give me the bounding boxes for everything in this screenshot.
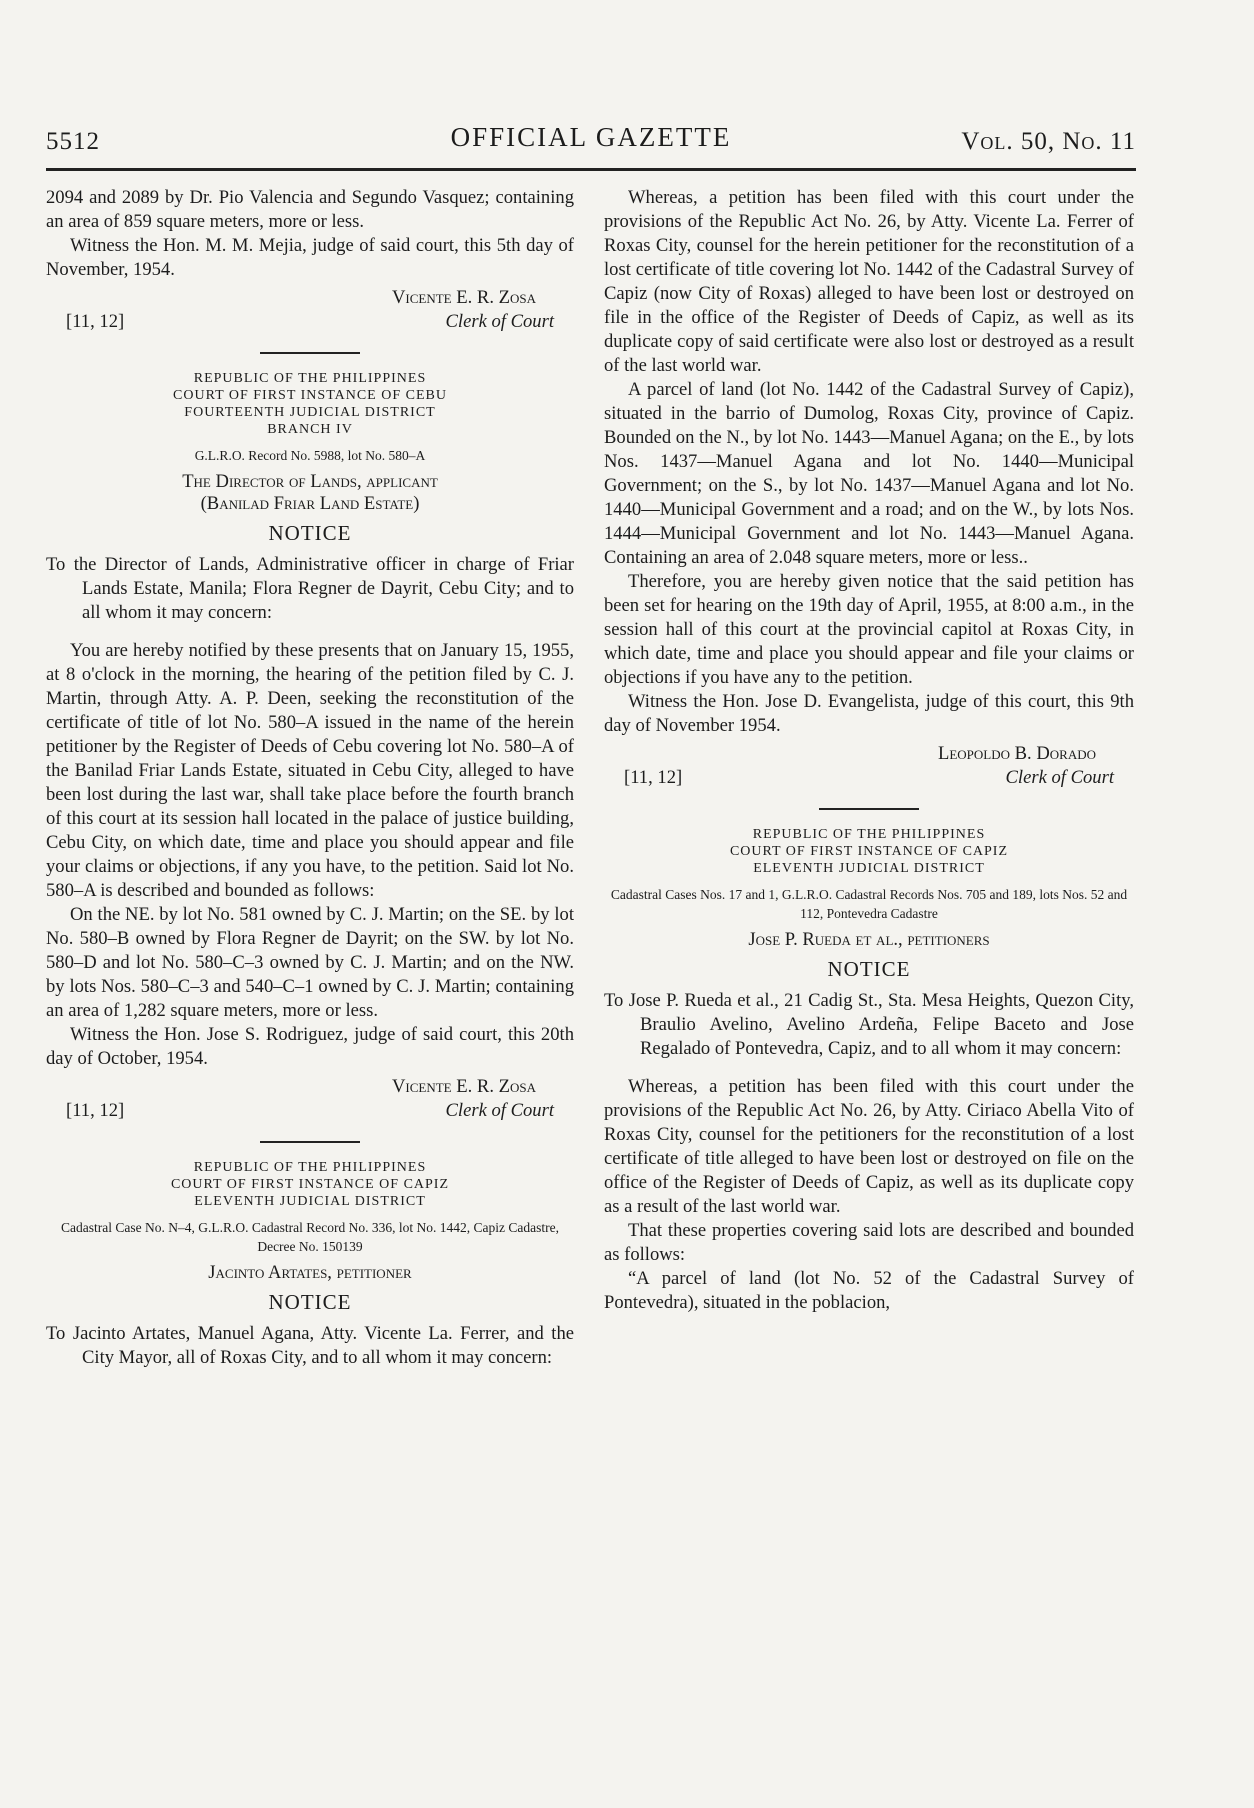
left-column: [46, 186, 574, 1384]
court-heading-line: REPUBLIC OF THE PHILIPPINES: [752, 827, 986, 842]
clerk-title: Clerk of Court: [1005, 767, 1114, 788]
court-heading-line: COURT OF FIRST INSTANCE OF CAPIZ: [170, 1177, 450, 1192]
body-paragraph: That these properties covering said lots are described and bounded as follows:: [604, 1220, 1134, 1265]
court-heading-line: ELEVENTH JUDICIAL DISTRICT: [753, 861, 985, 876]
clerk-title: Clerk of Court: [445, 311, 554, 332]
court-heading-line: COURT OF FIRST INSTANCE OF CEBU: [173, 388, 447, 403]
body-paragraph: A parcel of land (lot No. 1442 of the Cadastral Survey of Capiz), situated in the barrio of Dumolog, Roxas City, province of Capiz. Bounded on the N., by lot No. 1443—Manuel Agana; on the E., by lots Nos. 1437—Manuel Agana and lot No. 1440—Municipal Government; on the S., by lot No. 1437—Manuel Agana and lot No. 1440—Municipal Government and a road; and on the W., by lots Nos. 1444—Municipal Government and lot No. 1443—Manuel Agana. Containing an area of 2.048 square meters, more or less..: [604, 379, 1134, 568]
court-heading-line: ELEVENTH JUDICIAL DISTRICT: [194, 1194, 426, 1209]
section-separator: [260, 352, 360, 354]
party-line: Jacinto Artates, petitioner: [208, 1262, 412, 1283]
signature-block: [46, 1075, 574, 1127]
notice-heading: NOTICE: [827, 957, 911, 981]
witness-paragraph: Witness the Hon. Jose D. Evangelista, judge of this court, this 9th day of November 1954.: [604, 691, 1134, 736]
body-paragraph: On the NE. by lot No. 581 owned by C. J. Martin; on the SE. by lot No. 580–B owned by Flora Regner de Dayrit; on the SW. by lot No. 580–D and lot No. 580–C–3 owned by C. J. Martin; and on the NW. by lots Nos. 580–C–3 and 540–C–1 owned by C. J. Martin; containing an area of 1,282 square meters, more or less.: [46, 904, 574, 1021]
issue-reference: [11, 12]: [66, 311, 125, 332]
header-rule: [46, 168, 1136, 171]
signature-block: [46, 286, 574, 338]
court-heading-line: REPUBLIC OF THE PHILIPPINES: [193, 371, 427, 386]
party-line: Jose P. Rueda et al., petitioners: [748, 929, 990, 950]
court-heading-line: BRANCH IV: [267, 422, 353, 437]
issue-reference: [11, 12]: [624, 767, 683, 788]
addressee-paragraph: To the Director of Lands, Administrative officer in charge of Friar Lands Estate, Manila; Flora Regner de Dayrit, Cebu City; and to all whom it may concern:: [46, 554, 574, 623]
court-heading-line: REPUBLIC OF THE PHILIPPINES: [193, 1160, 427, 1175]
body-paragraph: “A parcel of land (lot No. 52 of the Cadastral Survey of Pontevedra), situated in the poblacion,: [604, 1268, 1134, 1313]
court-heading-line: FOURTEENTH JUDICIAL DISTRICT: [184, 405, 436, 420]
volume-number: Vol. 50, No. 11: [961, 128, 1136, 155]
party-line: (Banilad Friar Land Estate): [200, 493, 420, 514]
witness-paragraph: Witness the Hon. Jose S. Rodriguez, judge of said court, this 20th day of October, 1954.: [46, 1024, 574, 1069]
record-number: G.L.R.O. Record No. 5988, lot No. 580–A: [194, 448, 426, 463]
continued-paragraph: 2094 and 2089 by Dr. Pio Valencia and Segundo Vasquez; containing an area of 859 square meters, more or less.: [46, 187, 574, 232]
clerk-title: Clerk of Court: [445, 1100, 554, 1121]
body-paragraph: You are hereby notified by these presents that on January 15, 1955, at 8 o'clock in the morning, the hearing of the petition filed by C. J. Martin, through Atty. A. P. Deen, seeking the reconstitution of the certificate of title of lot No. 580–A issued in the name of the herein petitioner by the Register of Deeds of Cebu covering lot No. 580–A of the Banilad Friar Lands Estate, situated in Cebu City, alleged to have been lost during the last war, shall take place before the fourth branch of this court at its session hall located in the palace of justice building, Cebu City, on which date, time and place you should appear and file your claims or objections, if any you have, to the petition. Said lot No. 580–A is described and bounded as follows:: [46, 640, 574, 901]
court-heading: [46, 370, 574, 438]
clerk-name: Leopoldo B. Dorado: [937, 743, 1096, 764]
court-heading: [604, 826, 1134, 877]
body-paragraph: Therefore, you are hereby given notice that the said petition has been set for hearing on the 19th day of April, 1955, at 8:00 a.m., in the session hall of this court at the provincial capitol at Roxas City, in which date, time and place you should appear and file your claims or objections if you have any to the petition.: [604, 571, 1134, 688]
clerk-name: Vicente E. R. Zosa: [391, 287, 536, 308]
party-line: The Director of Lands, applicant: [182, 471, 438, 492]
section-separator: [819, 808, 919, 810]
body-paragraph: Whereas, a petition has been filed with this court under the provisions of the Republic Act No. 26, by Atty. Ciriaco Abella Vito of Roxas City, counsel for the petitioners for the reconstitution of a lost certificate of title alleged to have been lost or destroyed on file on the office of the Register of Deeds of Capiz, as well as its duplicate copy as a result of the last world war.: [604, 1076, 1134, 1217]
section-separator: [260, 1141, 360, 1143]
notice-heading: NOTICE: [268, 1290, 352, 1314]
court-heading-line: COURT OF FIRST INSTANCE OF CAPIZ: [729, 844, 1009, 859]
clerk-name: Vicente E. R. Zosa: [391, 1076, 536, 1097]
signature-block: [604, 742, 1134, 794]
publication-title: OFFICIAL GAZETTE: [450, 122, 732, 152]
page-header: [46, 122, 1136, 166]
body-paragraph: Whereas, a petition has been filed with this court under the provisions of the Republic Act No. 26, by Atty. Vicente La. Ferrer of Roxas City, counsel for the herein petitioner for the reconstitution of a lost certificate of title covering lot No. 1442 of the Cadastral Survey of Capiz (now City of Roxas) alleged to have been lost or destroyed on file in the office of the Register of Deeds of Capiz, as well as its duplicate copy of said certificate were also lost or destroyed as a result of the last world war.: [604, 187, 1134, 376]
court-heading: [46, 1159, 574, 1210]
record-number: Cadastral Case No. N–4, G.L.R.O. Cadastral Record No. 336, lot No. 1442, Capiz Cadastre, Decree No. 150139: [61, 1220, 559, 1254]
page-number: 5512: [46, 128, 100, 155]
notice-heading: NOTICE: [268, 521, 352, 545]
addressee-paragraph: To Jose P. Rueda et al., 21 Cadig St., Sta. Mesa Heights, Quezon City, Braulio Avelino, Avelino Ardeña, Felipe Baceto and Jose Regalado of Pontevedra, Capiz, and to all whom it may concern:: [604, 990, 1134, 1059]
witness-paragraph: Witness the Hon. M. M. Mejia, judge of said court, this 5th day of November, 1954.: [46, 235, 574, 280]
record-number: Cadastral Cases Nos. 17 and 1, G.L.R.O. Cadastral Records Nos. 705 and 189, lots Nos. 52 and 112, Pontevedra Cadastre: [610, 887, 1128, 921]
right-column: [604, 186, 1134, 1315]
addressee-paragraph: To Jacinto Artates, Manuel Agana, Atty. Vicente La. Ferrer, and the City Mayor, all of Roxas City, and to all whom it may concern:: [46, 1323, 574, 1368]
issue-reference: [11, 12]: [66, 1100, 125, 1121]
